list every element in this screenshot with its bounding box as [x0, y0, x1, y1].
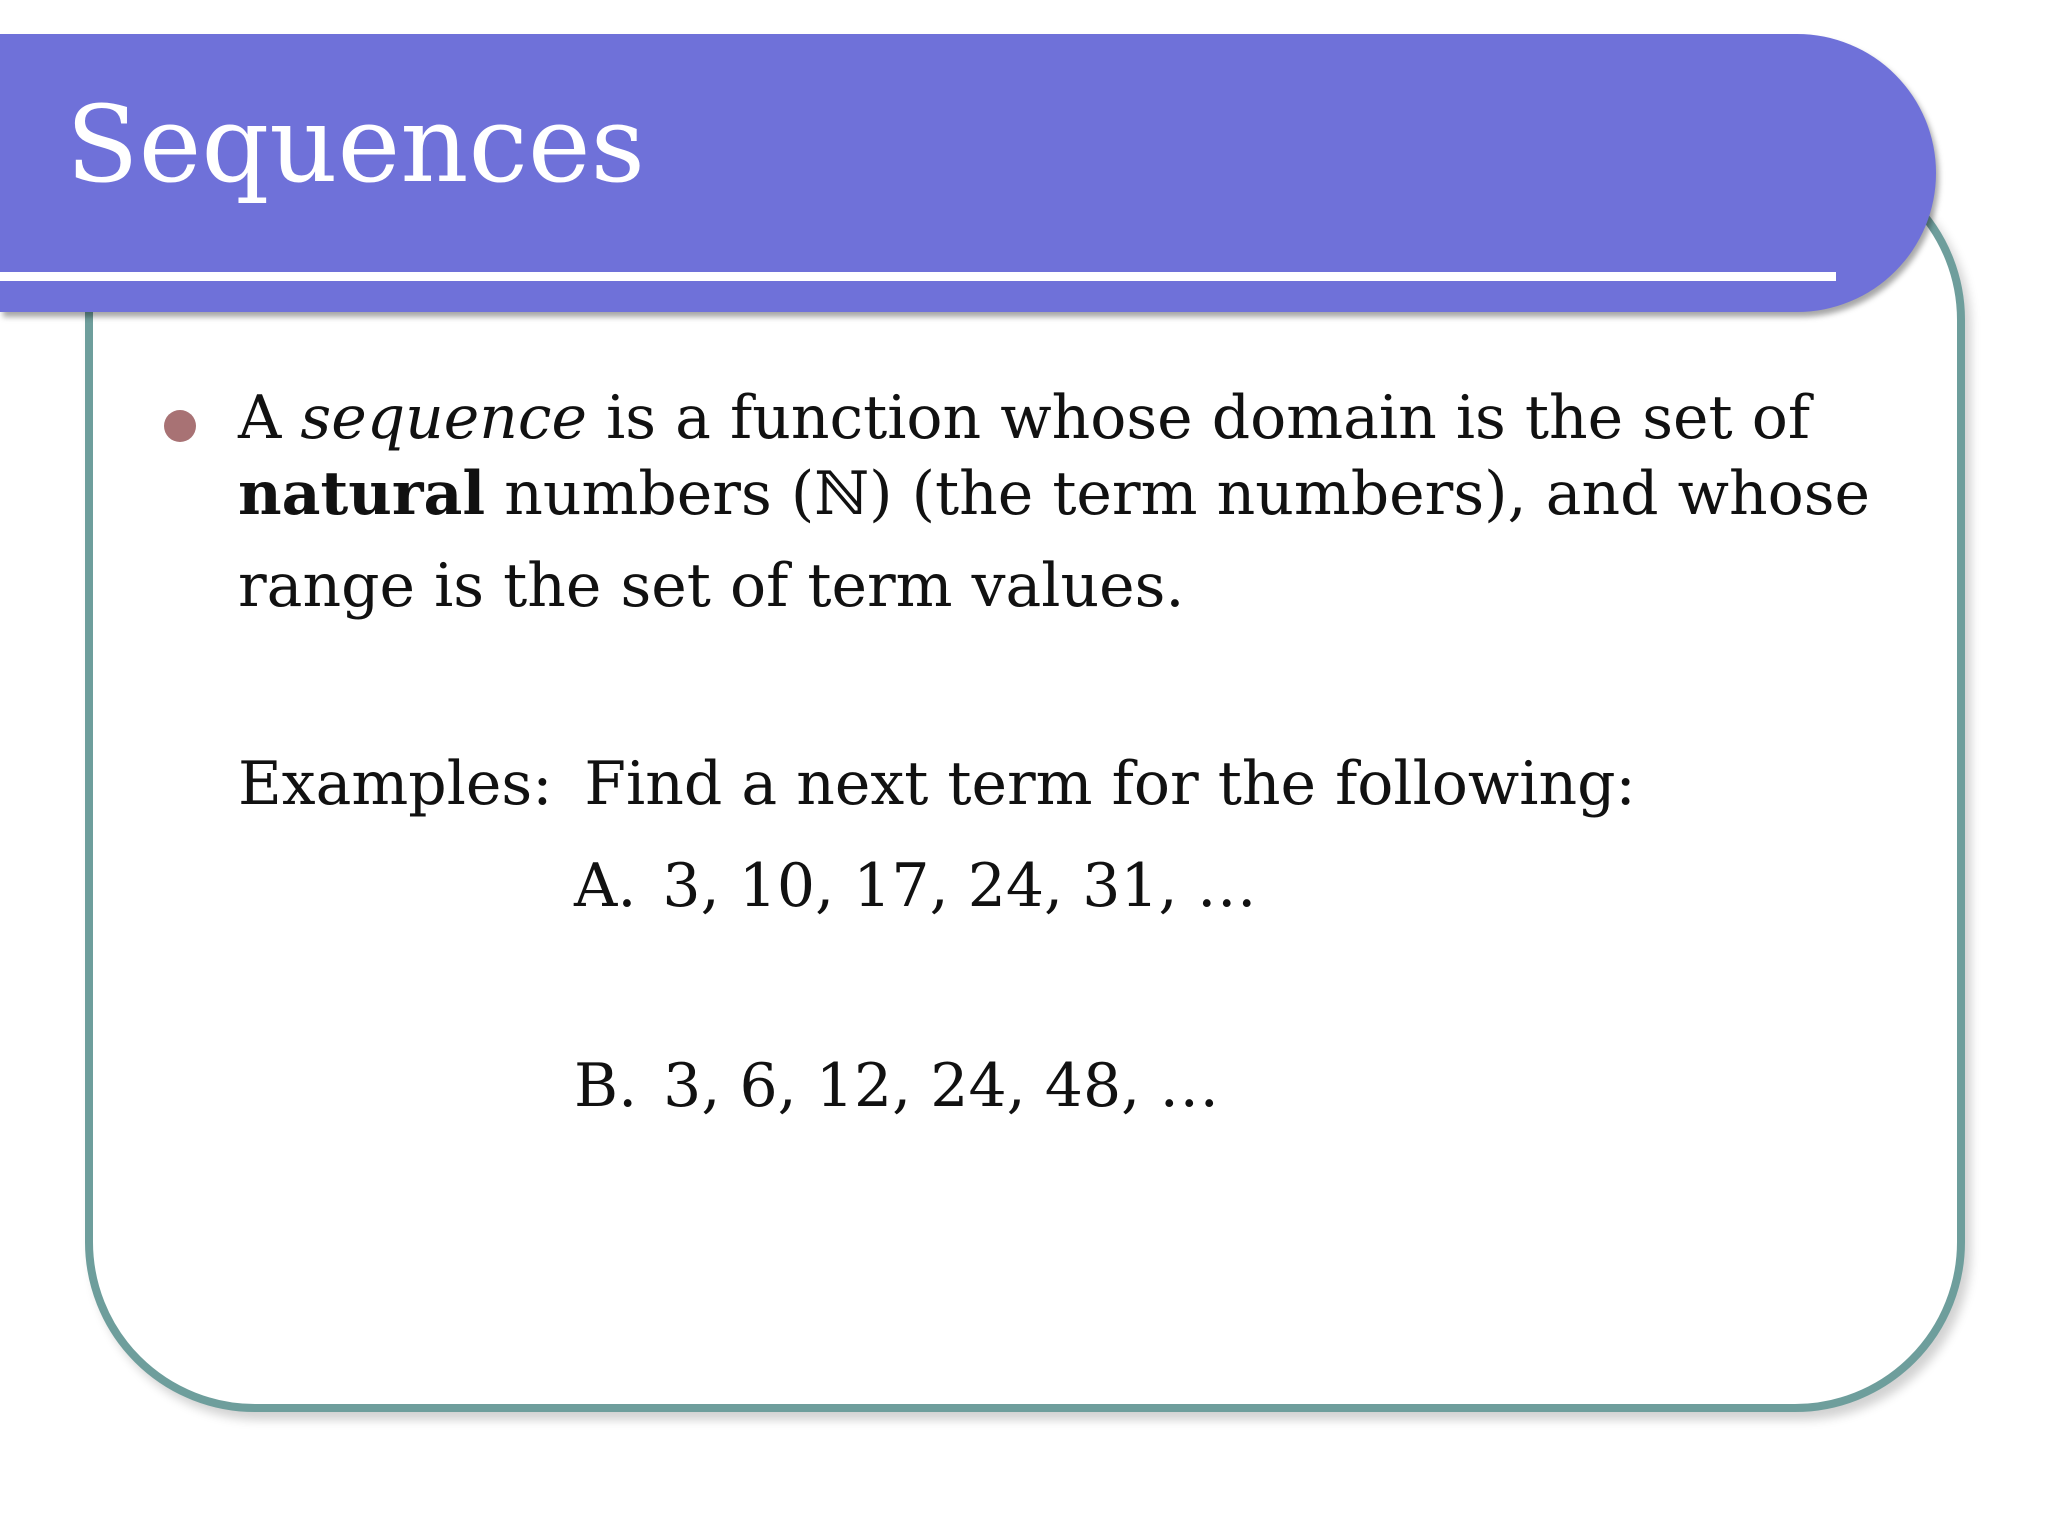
definition-text-2: numbers (ℕ) (the term numbers), and whose [485, 459, 1871, 529]
example-letter: B. [574, 1051, 638, 1121]
definition-line-1 [238, 383, 1811, 453]
definition-line-3: range is the set of term values. [238, 551, 1185, 621]
example-sequence: 3, 6, 12, 24, 48, … [663, 1051, 1220, 1121]
example-sequence: 3, 10, 17, 24, 31, … [662, 851, 1257, 921]
examples-prompt: Find a next term for the following: [584, 749, 1636, 819]
example-item-a [574, 851, 1257, 921]
example-letter: A. [574, 851, 637, 921]
definition-term: sequence [300, 383, 588, 453]
example-item-b [574, 1051, 1220, 1121]
definition-text-1: is a function whose domain is the set of [587, 383, 1811, 453]
bullet-icon [164, 410, 196, 442]
definition-article: A [238, 383, 301, 453]
examples-line [238, 749, 1636, 819]
definition-line-2 [238, 459, 1871, 529]
title-divider [0, 272, 1836, 281]
definition-bold-word: natural [238, 459, 486, 529]
slide-title: Sequences [66, 83, 645, 206]
examples-label: Examples: [238, 749, 553, 819]
